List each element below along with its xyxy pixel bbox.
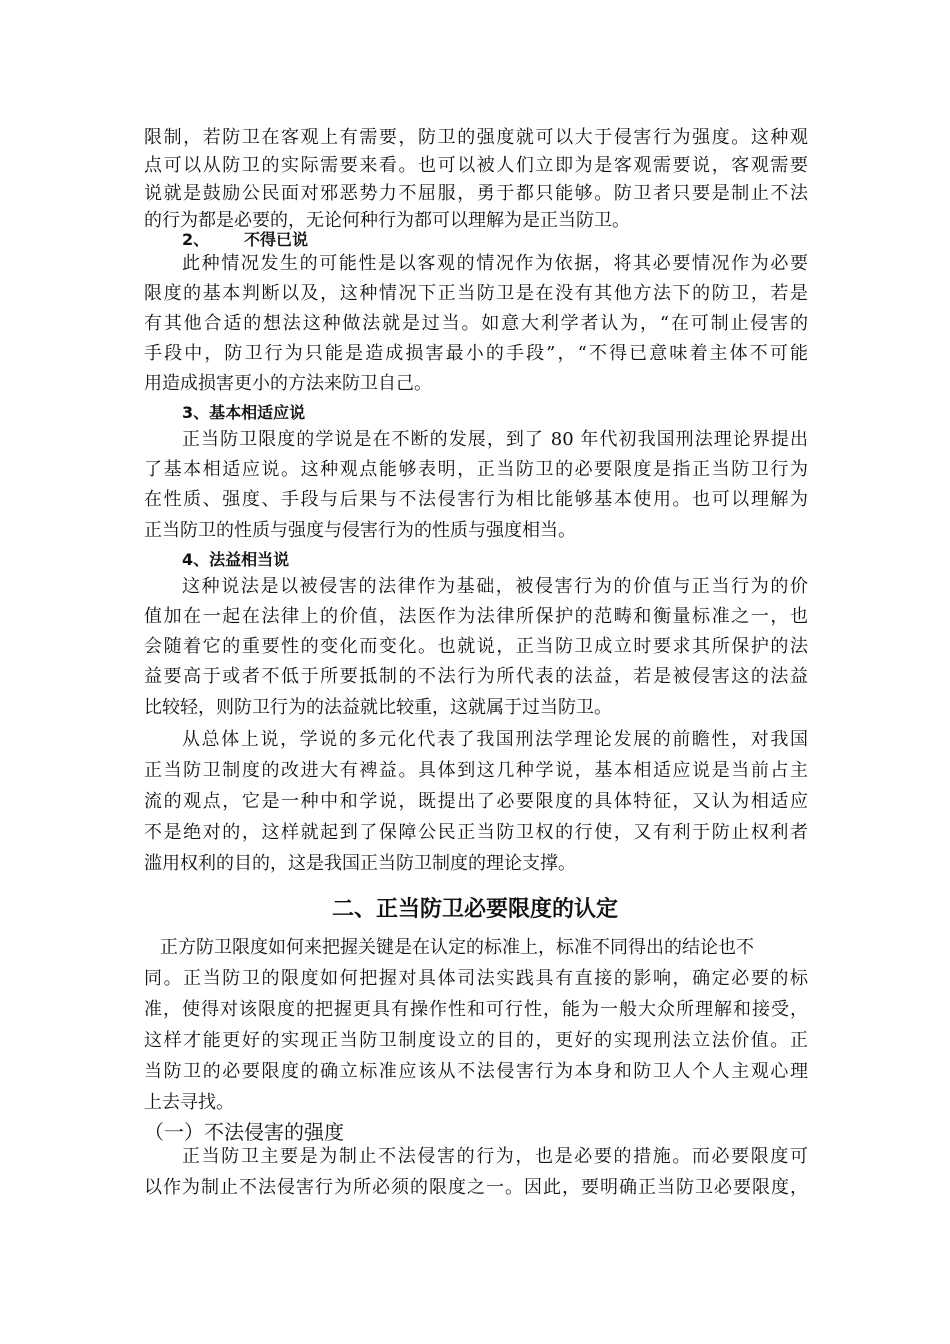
paragraph-line: 有其他合适的想法这种做法就是过当。如意大利学者认为，“在可制止侵害的 bbox=[144, 313, 808, 334]
paragraph-line: 当防卫的必要限度的确立标准应该从不法侵害行为本身和防卫人个人主观心理 bbox=[144, 1061, 808, 1082]
paragraph-line: 比较轻，则防卫行为的法益就比较重，这就属于过当防卫。 bbox=[144, 697, 612, 718]
paragraph-line: 正当防卫限度的学说是在不断的发展，到了 80 年代初我国刑法理论界提出 bbox=[182, 429, 808, 450]
paragraph-line: 限度的基本判断以及，这种情况下正当防卫是在没有其他方法下的防卫，若是 bbox=[144, 283, 808, 304]
paragraph-line: 说就是鼓励公民面对邪恶势力不屈服，勇于都只能够。防卫者只要是制止不法 bbox=[144, 183, 808, 204]
paragraph-line: 了基本相适应说。这种观点能够表明，正当防卫的必要限度是指正当防卫行为 bbox=[144, 459, 808, 480]
paragraph-line: 值加在一起在法律上的价值，法医作为法律所保护的范畴和衡量标准之一，也 bbox=[144, 606, 808, 627]
paragraph-line: 此种情况发生的可能性是以客观的情况作为依据，将其必要情况作为必要 bbox=[182, 253, 808, 274]
paragraph-line: 用造成损害更小的方法来防卫自己。 bbox=[144, 373, 432, 394]
paragraph-line: 限制，若防卫在客观上有需要，防卫的强度就可以大于侵害行为强度。这种观 bbox=[144, 127, 808, 148]
section-heading: 二、正当防卫必要限度的认定 bbox=[331, 897, 618, 922]
paragraph-line: 手段中，防卫行为只能是造成损害最小的手段”，“不得已意味着主体不可能 bbox=[144, 343, 808, 364]
paragraph-line: 这种说法是以被侵害的法律作为基础，被侵害行为的价值与正当行为的价 bbox=[182, 576, 808, 597]
paragraph-line: 准，使得对该限度的把握更具有操作性和可行性，能为一般大众所理解和接受， bbox=[144, 999, 808, 1020]
subsection-label: 不得已说 bbox=[244, 230, 309, 249]
paragraph-line: 正当防卫主要是为制止不法侵害的行为，也是必要的措施。而必要限度可 bbox=[182, 1146, 808, 1167]
paragraph-line: 从总体上说，学说的多元化代表了我国刑法学理论发展的前瞻性，对我国 bbox=[182, 729, 808, 750]
paragraph-line: 以作为制止不法侵害行为所必须的限度之一。因此，要明确正当防卫必要限度， bbox=[144, 1177, 808, 1198]
subsection-title-3: 3、基本相适应说 bbox=[182, 403, 306, 422]
paragraph-line: 的行为都是必要的，无论何种行为都可以理解为是正当防卫。 bbox=[144, 210, 630, 231]
paragraph-line: 点可以从防卫的实际需要来看。也可以被人们立即为是客观需要说，客观需要 bbox=[144, 155, 808, 176]
paragraph-line: 正当防卫的性质与强度与侵害行为的性质与强度相当。 bbox=[144, 520, 576, 541]
paragraph-line: 益要高于或者不低于所要抵制的不法行为所代表的法益，若是被侵害这的法益 bbox=[144, 666, 808, 687]
paragraph-line: 这样才能更好的实现正当防卫制度设立的目的，更好的实现刑法立法价值。正 bbox=[144, 1030, 808, 1051]
paragraph-line: 会随着它的重要性的变化而变化。也就说，正当防卫成立时要求其所保护的法 bbox=[144, 636, 808, 657]
paragraph-line: 滥用权利的目的，这是我国正当防卫制度的理论支撑。 bbox=[144, 853, 576, 874]
subsection-heading: （一）不法侵害的强度 bbox=[144, 1120, 344, 1144]
paragraph-line: 同。正当防卫的限度如何把握对具体司法实践具有直接的影响，确定必要的标 bbox=[144, 968, 808, 989]
paragraph-line: 正当防卫制度的改进大有裨益。具体到这几种学说，基本相适应说是当前占主 bbox=[144, 760, 808, 781]
subsection-title-4: 4、法益相当说 bbox=[182, 550, 290, 569]
paragraph-line: 在性质、强度、手段与后果与不法侵害行为相比能够基本使用。也可以理解为 bbox=[144, 489, 808, 510]
paragraph-line: 流的观点，它是一种中和学说，既提出了必要限度的具体特征，又认为相适应 bbox=[144, 791, 808, 812]
paragraph-line: 不是绝对的，这样就起到了保障公民正当防卫权的行使，又有利于防止权利者 bbox=[144, 822, 808, 843]
subsection-number: 2、 bbox=[182, 230, 210, 249]
subsection-title-2 bbox=[182, 230, 308, 250]
paragraph-line: 上去寻找。 bbox=[144, 1092, 234, 1113]
paragraph-line: 正方防卫限度如何来把握关键是在认定的标准上，标准不同得出的结论也不 bbox=[160, 937, 754, 958]
